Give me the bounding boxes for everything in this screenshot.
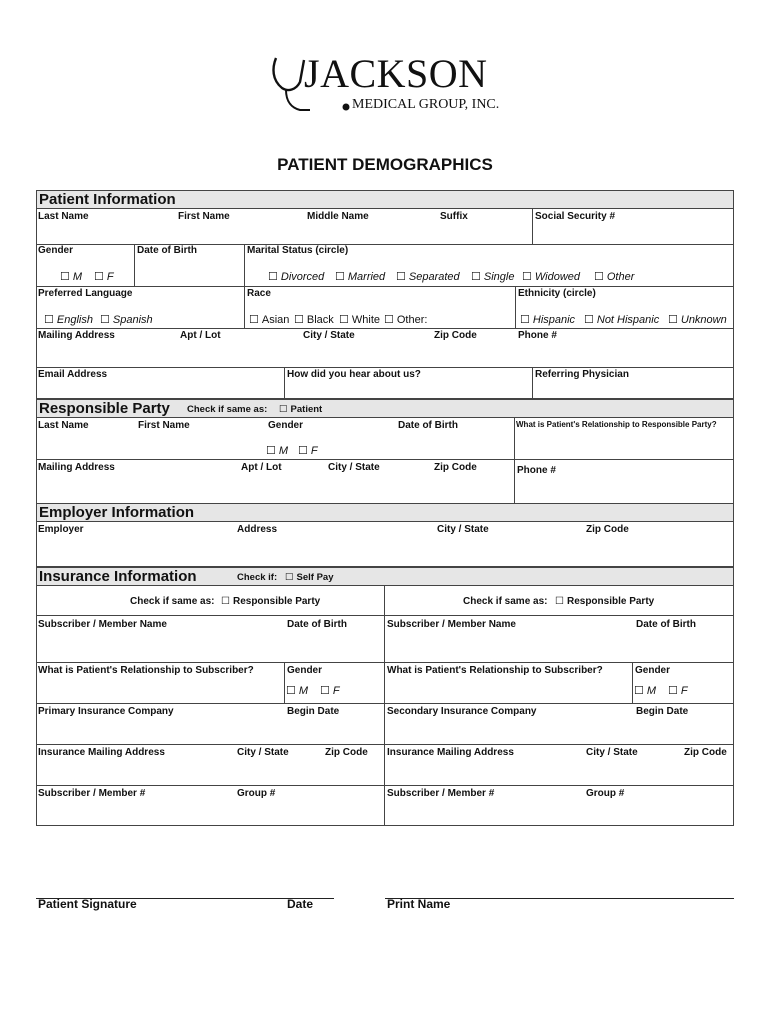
race-black[interactable]: ☐ Black: [294, 313, 334, 326]
patient-signature-label: Patient Signature: [38, 897, 137, 911]
secondary-member-no-label: Subscriber / Member #: [387, 788, 495, 799]
brand-subtitle: MEDICAL GROUP, INC.: [352, 97, 500, 112]
lang-english[interactable]: ☐ English: [44, 313, 93, 326]
secondary-zip-label: Zip Code: [684, 747, 727, 758]
rp-gender-m[interactable]: ☐ M: [266, 444, 288, 457]
last-name-label: Last Name: [38, 211, 89, 222]
rp-zip-label: Zip Code: [434, 462, 477, 473]
secondary-gender-m[interactable]: ☐ M: [634, 684, 656, 697]
rp-dob-label: Date of Birth: [398, 420, 458, 431]
secondary-subscriber-name-label: Subscriber / Member Name: [387, 619, 516, 630]
rp-relationship-label: What is Patient's Relationship to Responsible Party?: [516, 420, 717, 429]
marital-other[interactable]: ☐ Other: [594, 270, 634, 283]
rp-first-name-label: First Name: [138, 420, 190, 431]
employer-section-title: Employer Information: [39, 504, 195, 521]
lang-spanish[interactable]: ☐ Spanish: [100, 313, 153, 326]
rp-city-label: City / State: [328, 462, 380, 473]
rp-mailing-label: Mailing Address: [38, 462, 115, 473]
rp-gender-f[interactable]: ☐ F: [298, 444, 318, 457]
primary-zip-label: Zip Code: [325, 747, 368, 758]
employer-city-label: City / State: [437, 524, 489, 535]
secondary-same-as-note: Check if same as:: [463, 596, 548, 607]
print-name-label: Print Name: [387, 897, 451, 911]
apt-label: Apt / Lot: [180, 330, 221, 341]
eth-unknown[interactable]: ☐ Unknown: [668, 313, 727, 326]
primary-member-no-label: Subscriber / Member #: [38, 788, 146, 799]
secondary-dob-label: Date of Birth: [636, 619, 696, 630]
gender-label: Gender: [38, 245, 74, 256]
city-state-label: City / State: [303, 330, 355, 341]
primary-begin-label: Begin Date: [287, 706, 340, 717]
primary-relationship-label: What is Patient's Relationship to Subscriber?: [38, 665, 254, 676]
mailing-address-label: Mailing Address: [38, 330, 115, 341]
race-asian[interactable]: ☐ Asian: [249, 313, 289, 326]
marital-divorced[interactable]: ☐ Divorced: [268, 270, 324, 283]
gender-m-checkbox[interactable]: ☐ M: [60, 270, 82, 283]
primary-mailing-label: Insurance Mailing Address: [38, 747, 165, 758]
primary-city-label: City / State: [237, 747, 289, 758]
email-label: Email Address: [38, 369, 108, 380]
rp-phone-label: Phone #: [517, 465, 556, 476]
responsible-section-title: Responsible Party: [39, 400, 170, 417]
patient-section-title: Patient Information: [39, 191, 176, 208]
employer-section: [36, 521, 734, 567]
referring-label: Referring Physician: [535, 369, 629, 380]
secondary-gender-f[interactable]: ☐ F: [668, 684, 688, 697]
rp-apt-label: Apt / Lot: [241, 462, 282, 473]
employer-label: Employer: [38, 524, 84, 535]
race-label: Race: [247, 288, 271, 299]
patient-section-header: [36, 190, 734, 209]
zip-label: Zip Code: [434, 330, 477, 341]
ssn-label: Social Security #: [535, 211, 616, 222]
gender-f-checkbox[interactable]: ☐ F: [94, 270, 114, 283]
primary-company-label: Primary Insurance Company: [38, 706, 174, 717]
marital-separated[interactable]: ☐ Separated: [396, 270, 460, 283]
secondary-city-label: City / State: [586, 747, 638, 758]
signature-date-label: Date: [287, 897, 314, 911]
responsible-section-header: [36, 399, 734, 418]
primary-gender-m[interactable]: ☐ M: [286, 684, 308, 697]
race-other[interactable]: ☐ Other:: [384, 313, 427, 326]
primary-same-responsible-checkbox[interactable]: ☐ Responsible Party: [221, 596, 320, 607]
secondary-group-no-label: Group #: [586, 788, 625, 799]
responsible-same-patient-checkbox[interactable]: ☐ Patient: [279, 404, 322, 415]
secondary-mailing-label: Insurance Mailing Address: [387, 747, 514, 758]
rp-last-name-label: Last Name: [38, 420, 89, 431]
brand-name: JACKSON: [304, 51, 488, 96]
marital-single[interactable]: ☐ Single: [471, 270, 514, 283]
eth-hispanic[interactable]: ☐ Hispanic: [520, 313, 575, 326]
primary-group-no-label: Group #: [237, 788, 276, 799]
insurance-section-header: [36, 567, 734, 586]
primary-gender-f[interactable]: ☐ F: [320, 684, 340, 697]
secondary-gender-label: Gender: [635, 665, 671, 676]
first-name-label: First Name: [178, 211, 230, 222]
responsible-check-note: Check if same as:: [187, 404, 268, 415]
rp-gender-label: Gender: [268, 420, 304, 431]
marital-widowed[interactable]: ☐ Widowed: [522, 270, 580, 283]
secondary-begin-label: Begin Date: [636, 706, 689, 717]
primary-gender-label: Gender: [287, 665, 323, 676]
hear-label: How did you hear about us?: [287, 369, 421, 380]
dob-label: Date of Birth: [137, 245, 197, 256]
employer-address-label: Address: [237, 524, 278, 535]
marital-status-label: Marital Status (circle): [247, 245, 349, 256]
logo: [270, 52, 510, 118]
middle-name-label: Middle Name: [307, 211, 369, 222]
insurance-check-note: Check if:: [237, 572, 278, 583]
phone-label: Phone #: [518, 330, 557, 341]
primary-dob-label: Date of Birth: [287, 619, 347, 630]
dot-icon: [342, 103, 350, 111]
primary-subscriber-name-label: Subscriber / Member Name: [38, 619, 167, 630]
employer-zip-label: Zip Code: [586, 524, 629, 535]
eth-not-hispanic[interactable]: ☐ Not Hispanic: [584, 313, 659, 326]
suffix-label: Suffix: [440, 211, 468, 222]
form-title: PATIENT DEMOGRAPHICS: [277, 155, 493, 174]
secondary-same-responsible-checkbox[interactable]: ☐ Responsible Party: [555, 596, 654, 607]
language-label: Preferred Language: [38, 288, 133, 299]
insurance-section-title: Insurance Information: [39, 568, 197, 585]
secondary-relationship-label: What is Patient's Relationship to Subscriber?: [387, 665, 603, 676]
race-white[interactable]: ☐ White: [339, 313, 380, 326]
primary-same-as-note: Check if same as:: [130, 596, 215, 607]
ethnicity-label: Ethnicity (circle): [518, 288, 596, 299]
marital-married[interactable]: ☐ Married: [335, 270, 385, 283]
employer-section-header: [36, 503, 734, 522]
secondary-company-label: Secondary Insurance Company: [387, 706, 537, 717]
self-pay-checkbox[interactable]: ☐ Self Pay: [285, 572, 334, 583]
